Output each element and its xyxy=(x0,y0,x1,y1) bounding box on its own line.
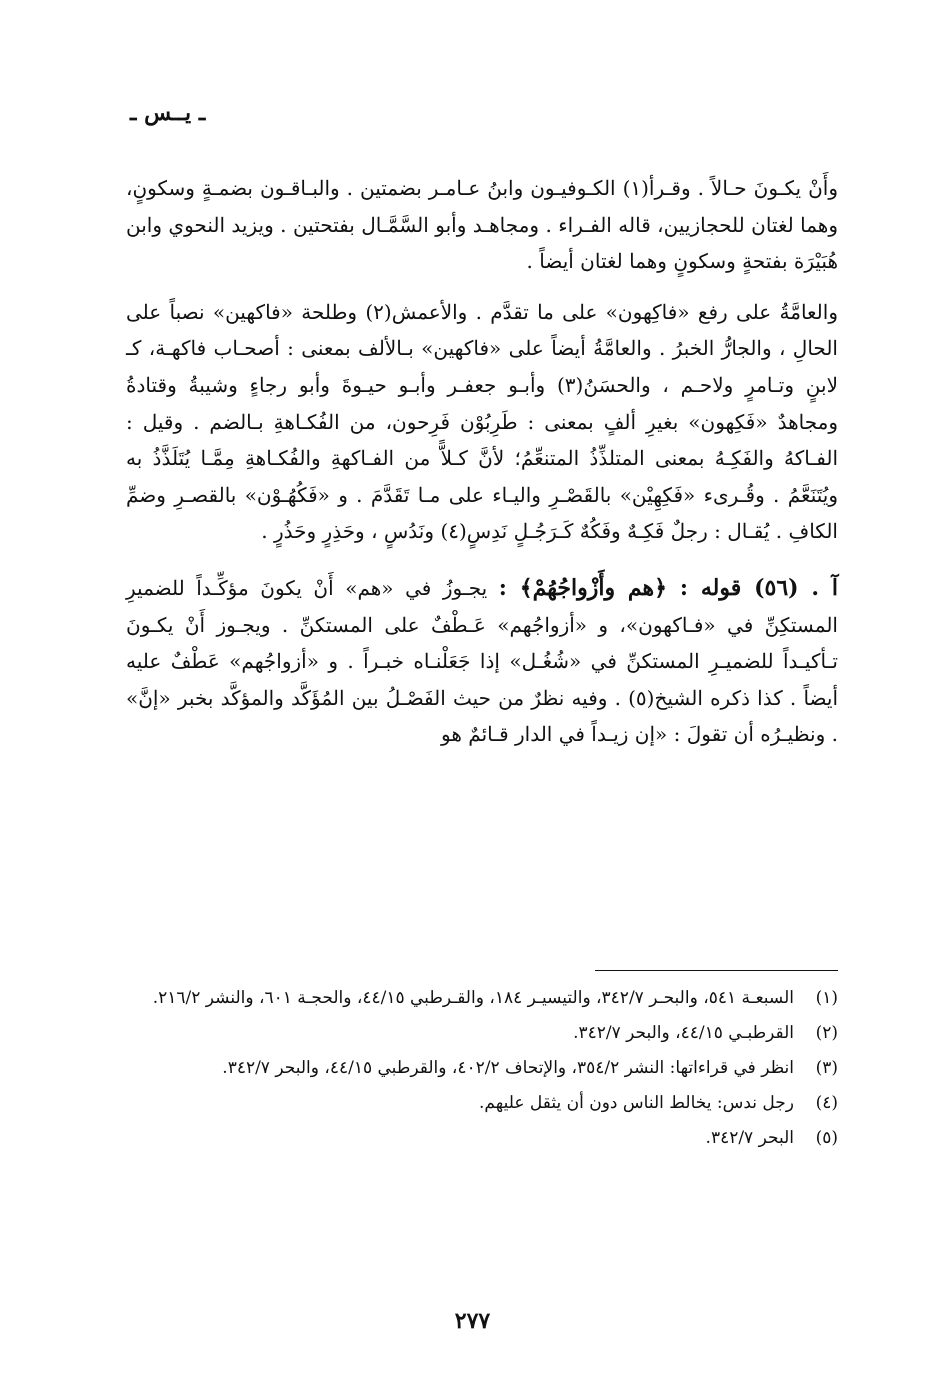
footnote-text: السبعـة ٥٤١، والبحـر ٣٤٢/٧، والتيسيـر ١٨٤، والقـرطبي ٤٤/١٥، والحجـة ٦٠١، والنشر ٢١٦/٢. xyxy=(152,988,794,1008)
footnote-number: (٤) xyxy=(815,1093,838,1113)
footnote-text: انظر في قراءاتها: النشر ٣٥٤/٢، والإتحاف ٤٠٢/٢، والقرطبي ٤٤/١٥، والبحر ٣٤٢/٧. xyxy=(222,1058,794,1078)
footnote-text: رجل ندس: يخالط الناس دون أن يثقل عليهم. xyxy=(479,1093,794,1113)
footnotes xyxy=(126,982,838,1157)
paragraph-2: والعامَّةُ على رفع «فاكِهون» على ما تقدَّم . والأعمش(٢) وطلحة «فاكهين» نصباً على الحالِ ، والجارُّ الخبرُ . والعامَّةُ أيضاً على «فاكهين» بـالألف بمعنى : أصحـاب فاكهـة، كـ لابنٍ وتـامرٍ ولاحـم ، والحسَنُ(٣) وأبـو جعفـر وأبـو حيـوةَ وأبو رجاءٍ وشيبةُ وقتادةُ ومجاهدٌ «فَكِهون» بغيرِ ألفٍ بمعنى : طَرِبُوْن فَرِحون، من الفُكـاهةِ بـالضم . وقيل : الفـاكهُ والفَكِـهُ بمعنى المتلذِّذُ المتنعِّمُ؛ لأنَّ كـلاًّ من الفـاكهةِ والفُكـاهةِ مِمَّـا يُتَلَذَّذُ به ويُتَنَعَّمُ . وقُـرىء «فَكِهِيْن» بالقَصْـرِ واليـاء على مـا تَقَدَّمَ . و «فَكُهُـوْن» بالقصـرِ وضمِّ الكافِ . يُقـال : رجلٌ فَكِـهٌ وفَكُهٌ كَـرَجُـلٍ نَدِسٍ(٤) ونَدُسٍ ، وحَذِرٍ وحَذُرٍ . xyxy=(126,299,838,544)
footnote-number: (٣) xyxy=(815,1058,838,1078)
section-paragraph xyxy=(126,570,838,753)
footnote-text: القرطبـي ٤٤/١٥، والبحر ٣٤٢/٧. xyxy=(573,1023,794,1043)
section-text: يجـوزُ في «هم» أَنْ يكونَ مؤكِّـداً للضميرِ المستكِنِّ في «فـاكهون»، و «أزواجُهم» عَـطْفٌ على المستكنِّ . ويجـوز أَنْ يكـونَ تـأكيـداً للضميـرِ المستكنِّ في «شُغُـل» إذا جَعَلْنـاه خبـراً . و «أزواجُهم» عَطْفٌ عليه أيضاً . كذا ذكره الشيخ(٥) . وفيه نظرٌ من حيث الفَصْـلُ بين المُؤَكَّد والمؤكَّد بخبر «إنَّ» . ونظيـرُه أن تقولَ : «إن زيـداً في الدار قـائمٌ هو xyxy=(126,575,839,747)
footnote-1 xyxy=(126,982,838,1015)
footnote-2 xyxy=(126,1017,838,1050)
paragraph-1: وأَنْ يكـونَ حـالاً . وقـرأ(١) الكـوفيـون وابنُ عـامـر بضمتين . والبـاقـون بضمـةٍ وسكونٍ، وهما لغتان للحجازيين، قاله الفـراء . ومجاهـد وأبو السَّمَّـال بفتحتين . ويزيد النحوي وابن هُبَيْرَة بفتحةٍ وسكونٍ وهما لغتان أيضاً . xyxy=(126,176,838,274)
footnote-number: (١) xyxy=(815,988,838,1008)
main-text xyxy=(126,170,838,753)
footnote-4 xyxy=(126,1087,838,1120)
section-lead: آ . (٥٦) قوله : ﴿هم وأَزْواجُهُمْ﴾ : xyxy=(498,574,839,601)
footnote-number: (٥) xyxy=(815,1128,838,1148)
running-header: ـ يــس ـ xyxy=(130,100,206,126)
footnote-3 xyxy=(126,1052,838,1085)
footnote-number: (٢) xyxy=(815,1023,838,1043)
footnote-5 xyxy=(126,1122,838,1155)
page-number: ٢٧٧ xyxy=(454,1308,491,1334)
footnote-text: البحر ٣٤٢/٧. xyxy=(705,1128,794,1148)
footnote-divider xyxy=(595,970,838,971)
